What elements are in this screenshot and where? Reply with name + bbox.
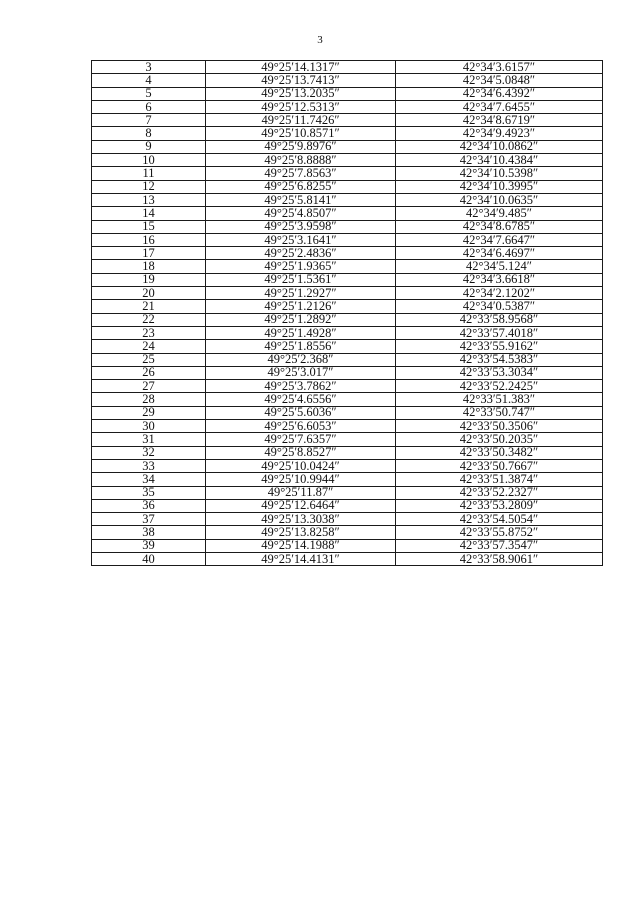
table-row bbox=[92, 220, 603, 233]
longitude-cell: 42°33′57.3547″ bbox=[396, 539, 603, 552]
point-number-cell: 5 bbox=[92, 87, 206, 100]
longitude-cell: 42°34′9.485″ bbox=[396, 207, 603, 220]
table-row bbox=[92, 499, 603, 512]
longitude-cell: 42°33′50.747″ bbox=[396, 406, 603, 419]
table-row bbox=[92, 366, 603, 379]
table-row bbox=[92, 393, 603, 406]
point-number-cell: 40 bbox=[92, 552, 206, 565]
latitude-cell: 49°25′6.6053″ bbox=[206, 420, 396, 433]
latitude-cell: 49°25′13.7413″ bbox=[206, 74, 396, 87]
latitude-cell: 49°25′10.8571″ bbox=[206, 127, 396, 140]
table-row bbox=[92, 100, 603, 113]
point-number-cell: 36 bbox=[92, 499, 206, 512]
point-number-cell: 23 bbox=[92, 326, 206, 339]
point-number-cell: 35 bbox=[92, 486, 206, 499]
table-row bbox=[92, 287, 603, 300]
latitude-cell: 49°25′1.2892″ bbox=[206, 313, 396, 326]
point-number-cell: 17 bbox=[92, 247, 206, 260]
table-row bbox=[92, 260, 603, 273]
longitude-cell: 42°33′55.8752″ bbox=[396, 526, 603, 539]
latitude-cell: 49°25′12.5313″ bbox=[206, 100, 396, 113]
table-row bbox=[92, 313, 603, 326]
longitude-cell: 42°34′2.1202″ bbox=[396, 287, 603, 300]
longitude-cell: 42°34′5.0848″ bbox=[396, 74, 603, 87]
table-row bbox=[92, 446, 603, 459]
latitude-cell: 49°25′7.6357″ bbox=[206, 433, 396, 446]
coordinates-table bbox=[91, 60, 603, 566]
point-number-cell: 6 bbox=[92, 100, 206, 113]
table-row bbox=[92, 154, 603, 167]
point-number-cell: 18 bbox=[92, 260, 206, 273]
point-number-cell: 3 bbox=[92, 61, 206, 74]
longitude-cell: 42°34′7.6455″ bbox=[396, 100, 603, 113]
latitude-cell: 49°25′2.4836″ bbox=[206, 247, 396, 260]
longitude-cell: 42°34′10.0862″ bbox=[396, 140, 603, 153]
latitude-cell: 49°25′5.8141″ bbox=[206, 193, 396, 206]
table-row bbox=[92, 552, 603, 565]
table-row bbox=[92, 180, 603, 193]
longitude-cell: 42°34′6.4697″ bbox=[396, 247, 603, 260]
point-number-cell: 34 bbox=[92, 473, 206, 486]
latitude-cell: 49°25′3.7862″ bbox=[206, 380, 396, 393]
table-row bbox=[92, 513, 603, 526]
longitude-cell: 42°33′50.2035″ bbox=[396, 433, 603, 446]
latitude-cell: 49°25′1.8556″ bbox=[206, 340, 396, 353]
latitude-cell: 49°25′9.8976″ bbox=[206, 140, 396, 153]
latitude-cell: 49°25′1.2927″ bbox=[206, 287, 396, 300]
table-row bbox=[92, 326, 603, 339]
latitude-cell: 49°25′3.017″ bbox=[206, 366, 396, 379]
latitude-cell: 49°25′7.8563″ bbox=[206, 167, 396, 180]
latitude-cell: 49°25′5.6036″ bbox=[206, 406, 396, 419]
latitude-cell: 49°25′13.2035″ bbox=[206, 87, 396, 100]
point-number-cell: 9 bbox=[92, 140, 206, 153]
point-number-cell: 37 bbox=[92, 513, 206, 526]
longitude-cell: 42°34′10.3995″ bbox=[396, 180, 603, 193]
longitude-cell: 42°33′57.4018″ bbox=[396, 326, 603, 339]
table-row bbox=[92, 233, 603, 246]
point-number-cell: 31 bbox=[92, 433, 206, 446]
point-number-cell: 19 bbox=[92, 273, 206, 286]
table-row bbox=[92, 300, 603, 313]
longitude-cell: 42°33′50.7667″ bbox=[396, 459, 603, 472]
longitude-cell: 42°34′3.6157″ bbox=[396, 61, 603, 74]
longitude-cell: 42°34′3.6618″ bbox=[396, 273, 603, 286]
point-number-cell: 27 bbox=[92, 380, 206, 393]
table-row bbox=[92, 247, 603, 260]
point-number-cell: 15 bbox=[92, 220, 206, 233]
longitude-cell: 42°33′55.9162″ bbox=[396, 340, 603, 353]
point-number-cell: 33 bbox=[92, 459, 206, 472]
table-row bbox=[92, 526, 603, 539]
latitude-cell: 49°25′3.1641″ bbox=[206, 233, 396, 246]
longitude-cell: 42°34′8.6719″ bbox=[396, 114, 603, 127]
longitude-cell: 42°33′53.2809″ bbox=[396, 499, 603, 512]
longitude-cell: 42°33′50.3482″ bbox=[396, 446, 603, 459]
point-number-cell: 39 bbox=[92, 539, 206, 552]
point-number-cell: 14 bbox=[92, 207, 206, 220]
longitude-cell: 42°34′9.4923″ bbox=[396, 127, 603, 140]
table-row bbox=[92, 87, 603, 100]
table-row bbox=[92, 207, 603, 220]
point-number-cell: 29 bbox=[92, 406, 206, 419]
longitude-cell: 42°33′52.2425″ bbox=[396, 380, 603, 393]
longitude-cell: 42°34′8.6785″ bbox=[396, 220, 603, 233]
longitude-cell: 42°33′51.3874″ bbox=[396, 473, 603, 486]
table-row bbox=[92, 273, 603, 286]
longitude-cell: 42°34′10.5398″ bbox=[396, 167, 603, 180]
latitude-cell: 49°25′14.1317″ bbox=[206, 61, 396, 74]
point-number-cell: 7 bbox=[92, 114, 206, 127]
page-number: 3 bbox=[317, 34, 323, 46]
table-row bbox=[92, 74, 603, 87]
table-row bbox=[92, 459, 603, 472]
point-number-cell: 10 bbox=[92, 154, 206, 167]
point-number-cell: 11 bbox=[92, 167, 206, 180]
point-number-cell: 22 bbox=[92, 313, 206, 326]
latitude-cell: 49°25′6.8255″ bbox=[206, 180, 396, 193]
table-row bbox=[92, 380, 603, 393]
table-row bbox=[92, 406, 603, 419]
table-row bbox=[92, 140, 603, 153]
latitude-cell: 49°25′14.1988″ bbox=[206, 539, 396, 552]
longitude-cell: 42°33′54.5054″ bbox=[396, 513, 603, 526]
latitude-cell: 49°25′10.0424″ bbox=[206, 459, 396, 472]
point-number-cell: 30 bbox=[92, 420, 206, 433]
longitude-cell: 42°34′0.5387″ bbox=[396, 300, 603, 313]
point-number-cell: 21 bbox=[92, 300, 206, 313]
point-number-cell: 38 bbox=[92, 526, 206, 539]
longitude-cell: 42°34′10.0635″ bbox=[396, 193, 603, 206]
longitude-cell: 42°33′58.9061″ bbox=[396, 552, 603, 565]
latitude-cell: 49°25′4.8507″ bbox=[206, 207, 396, 220]
longitude-cell: 42°33′50.3506″ bbox=[396, 420, 603, 433]
longitude-cell: 42°33′54.5383″ bbox=[396, 353, 603, 366]
point-number-cell: 25 bbox=[92, 353, 206, 366]
point-number-cell: 8 bbox=[92, 127, 206, 140]
table-row bbox=[92, 61, 603, 74]
table-row bbox=[92, 420, 603, 433]
latitude-cell: 49°25′1.2126″ bbox=[206, 300, 396, 313]
longitude-cell: 42°34′6.4392″ bbox=[396, 87, 603, 100]
longitude-cell: 42°33′52.2327″ bbox=[396, 486, 603, 499]
point-number-cell: 32 bbox=[92, 446, 206, 459]
table-row bbox=[92, 127, 603, 140]
latitude-cell: 49°25′11.7426″ bbox=[206, 114, 396, 127]
point-number-cell: 12 bbox=[92, 180, 206, 193]
latitude-cell: 49°25′14.4131″ bbox=[206, 552, 396, 565]
longitude-cell: 42°33′58.9568″ bbox=[396, 313, 603, 326]
table-row bbox=[92, 340, 603, 353]
table-row bbox=[92, 193, 603, 206]
latitude-cell: 49°25′1.5361″ bbox=[206, 273, 396, 286]
longitude-cell: 42°34′7.6647″ bbox=[396, 233, 603, 246]
table-row bbox=[92, 114, 603, 127]
latitude-cell: 49°25′2.368″ bbox=[206, 353, 396, 366]
point-number-cell: 13 bbox=[92, 193, 206, 206]
longitude-cell: 42°34′5.124″ bbox=[396, 260, 603, 273]
table-row bbox=[92, 167, 603, 180]
point-number-cell: 28 bbox=[92, 393, 206, 406]
latitude-cell: 49°25′4.6556″ bbox=[206, 393, 396, 406]
latitude-cell: 49°25′13.8258″ bbox=[206, 526, 396, 539]
point-number-cell: 4 bbox=[92, 74, 206, 87]
point-number-cell: 24 bbox=[92, 340, 206, 353]
latitude-cell: 49°25′8.8527″ bbox=[206, 446, 396, 459]
longitude-cell: 42°33′51.383″ bbox=[396, 393, 603, 406]
coordinates-table-body bbox=[92, 61, 603, 566]
latitude-cell: 49°25′13.3038″ bbox=[206, 513, 396, 526]
longitude-cell: 42°33′53.3034″ bbox=[396, 366, 603, 379]
latitude-cell: 49°25′10.9944″ bbox=[206, 473, 396, 486]
table-row bbox=[92, 353, 603, 366]
latitude-cell: 49°25′8.8888″ bbox=[206, 154, 396, 167]
latitude-cell: 49°25′11.87″ bbox=[206, 486, 396, 499]
latitude-cell: 49°25′3.9598″ bbox=[206, 220, 396, 233]
table-row bbox=[92, 433, 603, 446]
table-row bbox=[92, 539, 603, 552]
table-row bbox=[92, 473, 603, 486]
latitude-cell: 49°25′12.6464″ bbox=[206, 499, 396, 512]
point-number-cell: 26 bbox=[92, 366, 206, 379]
latitude-cell: 49°25′1.9365″ bbox=[206, 260, 396, 273]
longitude-cell: 42°34′10.4384″ bbox=[396, 154, 603, 167]
point-number-cell: 20 bbox=[92, 287, 206, 300]
point-number-cell: 16 bbox=[92, 233, 206, 246]
latitude-cell: 49°25′1.4928″ bbox=[206, 326, 396, 339]
table-row bbox=[92, 486, 603, 499]
